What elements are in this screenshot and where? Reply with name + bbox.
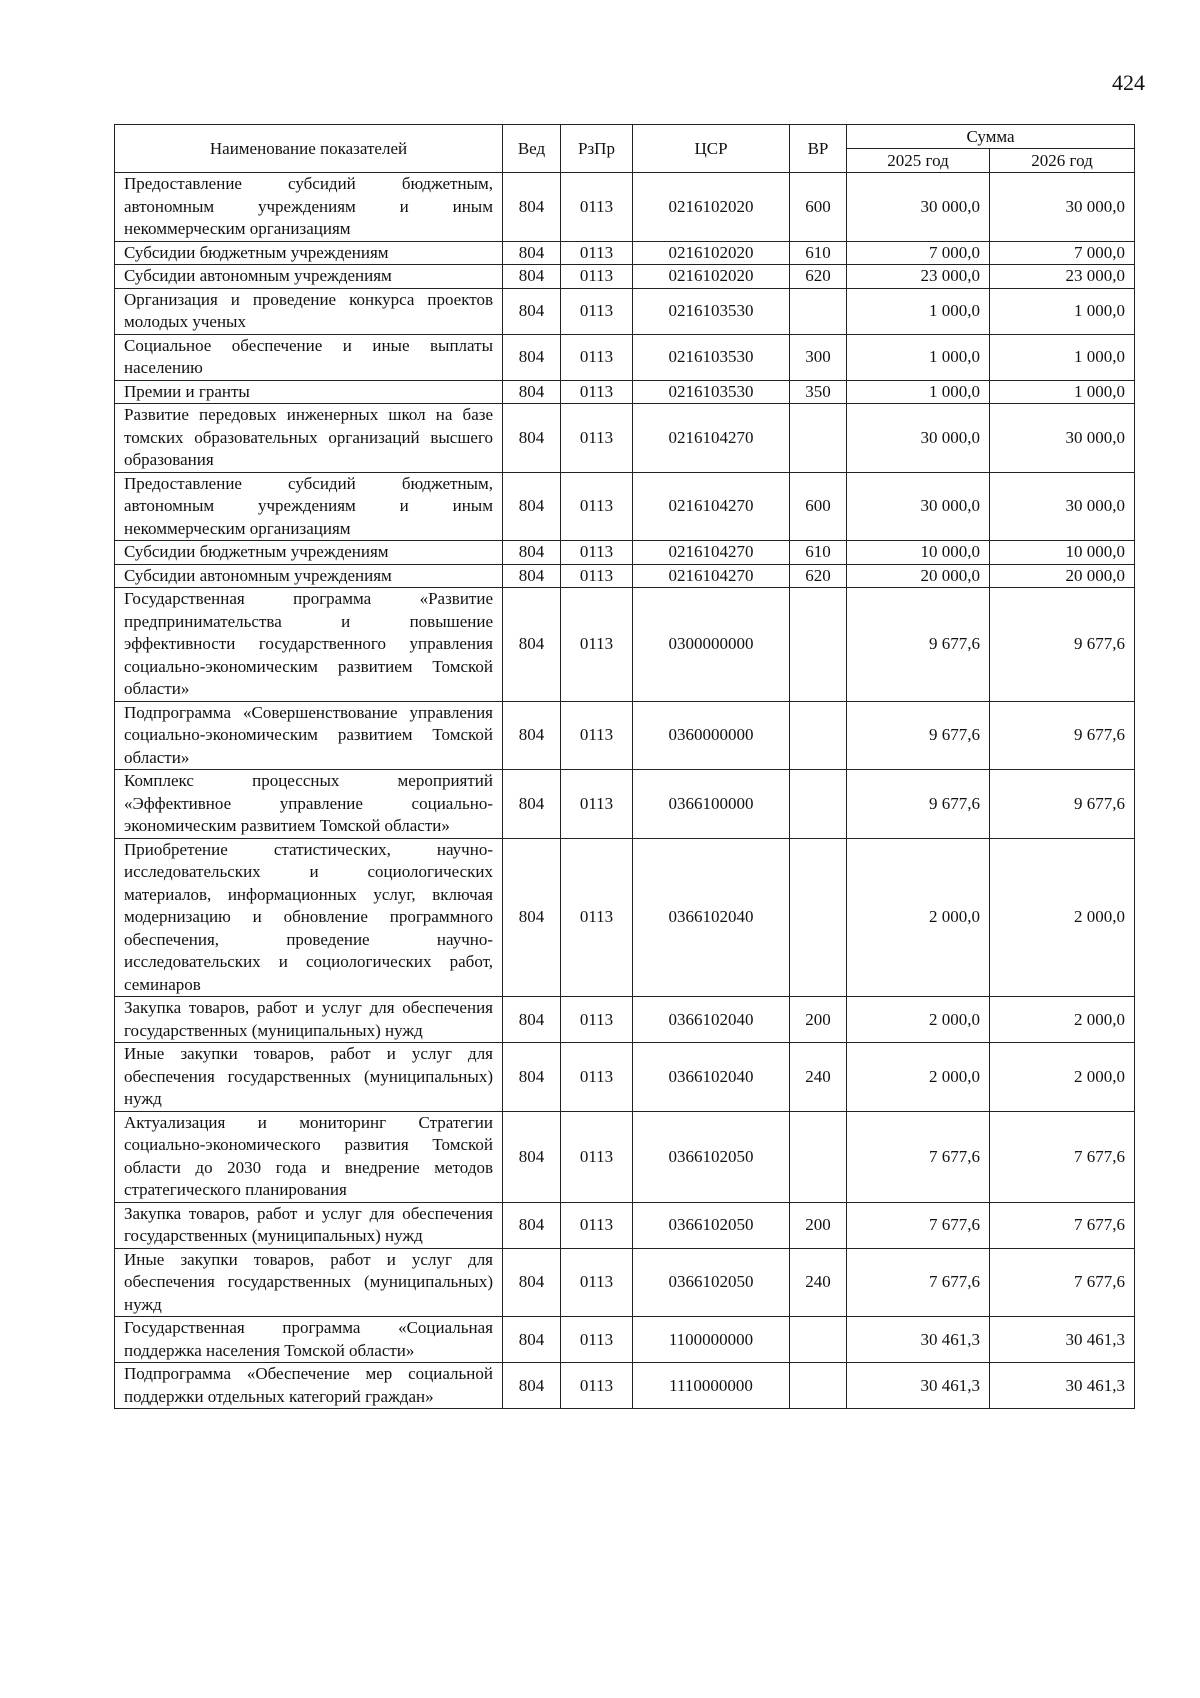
cell-sum-2025: 7 677,6 [847, 1202, 990, 1248]
cell-ved: 804 [503, 701, 561, 770]
cell-ved: 804 [503, 334, 561, 380]
table-row [115, 838, 1135, 997]
cell-rzpr: 0113 [561, 1111, 633, 1202]
cell-vr: 200 [790, 1202, 847, 1248]
cell-name: Социальное обеспечение и иные выплаты населению [115, 334, 503, 380]
cell-sum-2026: 9 677,6 [990, 588, 1135, 702]
cell-rzpr: 0113 [561, 838, 633, 997]
cell-name: Предоставление субсидий бюджетным, автономным учреждениям и иным некоммерческим организациям [115, 472, 503, 541]
header-year-2026: 2026 год [990, 149, 1135, 173]
cell-ved: 804 [503, 173, 561, 242]
cell-vr: 240 [790, 1248, 847, 1317]
cell-vr [790, 1317, 847, 1363]
table-row [115, 541, 1135, 565]
table-row [115, 588, 1135, 702]
cell-rzpr: 0113 [561, 241, 633, 265]
budget-table [114, 124, 1135, 1409]
cell-ved: 804 [503, 1317, 561, 1363]
cell-name: Субсидии автономным учреждениям [115, 564, 503, 588]
cell-name: Закупка товаров, работ и услуг для обеспечения государственных (муниципальных) нужд [115, 1202, 503, 1248]
header-csr: ЦСР [633, 125, 790, 173]
cell-sum-2025: 9 677,6 [847, 588, 990, 702]
cell-name: Предоставление субсидий бюджетным, автономным учреждениям и иным некоммерческим организациям [115, 173, 503, 242]
cell-rzpr: 0113 [561, 1202, 633, 1248]
cell-csr: 0366102050 [633, 1111, 790, 1202]
cell-name: Актуализация и мониторинг Стратегии социально-экономического развития Томской области до 2030 года и внедрение методов стратегического планирования [115, 1111, 503, 1202]
cell-sum-2025: 7 677,6 [847, 1248, 990, 1317]
cell-sum-2026: 30 461,3 [990, 1317, 1135, 1363]
cell-sum-2026: 9 677,6 [990, 701, 1135, 770]
cell-csr: 0366102040 [633, 997, 790, 1043]
cell-ved: 804 [503, 541, 561, 565]
cell-vr: 200 [790, 997, 847, 1043]
cell-sum-2026: 2 000,0 [990, 838, 1135, 997]
cell-sum-2026: 1 000,0 [990, 288, 1135, 334]
cell-sum-2025: 20 000,0 [847, 564, 990, 588]
table-row [115, 1202, 1135, 1248]
table-row [115, 334, 1135, 380]
header-name: Наименование показателей [115, 125, 503, 173]
table-row [115, 380, 1135, 404]
cell-sum-2025: 30 461,3 [847, 1363, 990, 1409]
cell-rzpr: 0113 [561, 1317, 633, 1363]
table-row [115, 1043, 1135, 1112]
cell-vr: 620 [790, 564, 847, 588]
cell-name: Подпрограмма «Совершенствование управления социально-экономическим развитием Томской области» [115, 701, 503, 770]
cell-name: Иные закупки товаров, работ и услуг для обеспечения государственных (муниципальных) нужд [115, 1248, 503, 1317]
cell-sum-2025: 1 000,0 [847, 380, 990, 404]
cell-csr: 0366102050 [633, 1202, 790, 1248]
cell-sum-2025: 30 461,3 [847, 1317, 990, 1363]
cell-sum-2025: 1 000,0 [847, 288, 990, 334]
cell-rzpr: 0113 [561, 701, 633, 770]
cell-vr: 600 [790, 173, 847, 242]
cell-sum-2025: 7 677,6 [847, 1111, 990, 1202]
cell-csr: 0216103530 [633, 334, 790, 380]
cell-rzpr: 0113 [561, 404, 633, 473]
cell-vr [790, 1363, 847, 1409]
header-year-2025: 2025 год [847, 149, 990, 173]
cell-sum-2026: 9 677,6 [990, 770, 1135, 839]
cell-sum-2025: 30 000,0 [847, 173, 990, 242]
cell-sum-2025: 9 677,6 [847, 701, 990, 770]
cell-vr [790, 701, 847, 770]
table-body [115, 173, 1135, 1409]
cell-csr: 0216102020 [633, 241, 790, 265]
cell-vr: 610 [790, 241, 847, 265]
cell-rzpr: 0113 [561, 588, 633, 702]
cell-sum-2026: 7 000,0 [990, 241, 1135, 265]
cell-sum-2025: 30 000,0 [847, 472, 990, 541]
cell-name: Закупка товаров, работ и услуг для обеспечения государственных (муниципальных) нужд [115, 997, 503, 1043]
table-row [115, 288, 1135, 334]
cell-rzpr: 0113 [561, 288, 633, 334]
table-row [115, 472, 1135, 541]
cell-vr [790, 588, 847, 702]
cell-ved: 804 [503, 288, 561, 334]
header-ved: Вед [503, 125, 561, 173]
cell-ved: 804 [503, 1043, 561, 1112]
cell-name: Развитие передовых инженерных школ на базе томских образовательных организаций высшего образования [115, 404, 503, 473]
cell-sum-2025: 2 000,0 [847, 997, 990, 1043]
table-row [115, 241, 1135, 265]
cell-vr [790, 288, 847, 334]
cell-csr: 1110000000 [633, 1363, 790, 1409]
cell-ved: 804 [503, 380, 561, 404]
cell-ved: 804 [503, 1363, 561, 1409]
table-row [115, 770, 1135, 839]
cell-ved: 804 [503, 472, 561, 541]
table-row [115, 1363, 1135, 1409]
cell-csr: 1100000000 [633, 1317, 790, 1363]
cell-csr: 0216104270 [633, 564, 790, 588]
cell-sum-2025: 7 000,0 [847, 241, 990, 265]
cell-csr: 0216102020 [633, 173, 790, 242]
cell-vr: 350 [790, 380, 847, 404]
cell-ved: 804 [503, 1111, 561, 1202]
cell-name: Приобретение статистических, научно-исследовательских и социологических материалов, информационных услуг, включая модернизацию и обновление программного обеспечения, проведение научно-исследовательских и социологических работ, семинаров [115, 838, 503, 997]
cell-csr: 0216104270 [633, 404, 790, 473]
cell-csr: 0216103530 [633, 288, 790, 334]
cell-rzpr: 0113 [561, 472, 633, 541]
cell-sum-2026: 1 000,0 [990, 334, 1135, 380]
cell-csr: 0360000000 [633, 701, 790, 770]
cell-csr: 0366102050 [633, 1248, 790, 1317]
header-vr: ВР [790, 125, 847, 173]
cell-name: Организация и проведение конкурса проектов молодых ученых [115, 288, 503, 334]
cell-csr: 0366102040 [633, 838, 790, 997]
cell-sum-2026: 23 000,0 [990, 265, 1135, 289]
cell-sum-2026: 2 000,0 [990, 1043, 1135, 1112]
table-row [115, 1317, 1135, 1363]
cell-rzpr: 0113 [561, 334, 633, 380]
cell-csr: 0216104270 [633, 472, 790, 541]
cell-csr: 0216103530 [633, 380, 790, 404]
cell-vr: 620 [790, 265, 847, 289]
cell-ved: 804 [503, 997, 561, 1043]
cell-vr [790, 404, 847, 473]
cell-rzpr: 0113 [561, 564, 633, 588]
cell-sum-2026: 10 000,0 [990, 541, 1135, 565]
cell-sum-2026: 20 000,0 [990, 564, 1135, 588]
cell-sum-2026: 7 677,6 [990, 1202, 1135, 1248]
cell-csr: 0300000000 [633, 588, 790, 702]
table-row [115, 997, 1135, 1043]
cell-ved: 804 [503, 1248, 561, 1317]
table-row [115, 265, 1135, 289]
cell-sum-2025: 10 000,0 [847, 541, 990, 565]
cell-ved: 804 [503, 241, 561, 265]
cell-sum-2025: 23 000,0 [847, 265, 990, 289]
cell-name: Государственная программа «Развитие предпринимательства и повышение эффективности государственного управления социально-экономическим развитием Томской области» [115, 588, 503, 702]
cell-ved: 804 [503, 404, 561, 473]
cell-sum-2026: 2 000,0 [990, 997, 1135, 1043]
cell-sum-2026: 30 461,3 [990, 1363, 1135, 1409]
cell-sum-2025: 30 000,0 [847, 404, 990, 473]
page-number: 424 [1112, 70, 1145, 95]
cell-sum-2025: 1 000,0 [847, 334, 990, 380]
cell-vr [790, 770, 847, 839]
cell-rzpr: 0113 [561, 380, 633, 404]
cell-rzpr: 0113 [561, 265, 633, 289]
cell-ved: 804 [503, 564, 561, 588]
cell-rzpr: 0113 [561, 997, 633, 1043]
cell-vr [790, 838, 847, 997]
cell-csr: 0366100000 [633, 770, 790, 839]
cell-sum-2026: 1 000,0 [990, 380, 1135, 404]
cell-ved: 804 [503, 588, 561, 702]
header-sum: Сумма [847, 125, 1135, 149]
cell-name: Субсидии бюджетным учреждениям [115, 241, 503, 265]
cell-rzpr: 0113 [561, 770, 633, 839]
table-row [115, 1248, 1135, 1317]
table-row [115, 701, 1135, 770]
cell-ved: 804 [503, 838, 561, 997]
table-row [115, 404, 1135, 473]
cell-vr: 600 [790, 472, 847, 541]
cell-vr: 240 [790, 1043, 847, 1112]
cell-sum-2025: 9 677,6 [847, 770, 990, 839]
table-row [115, 173, 1135, 242]
cell-sum-2025: 2 000,0 [847, 838, 990, 997]
cell-vr: 300 [790, 334, 847, 380]
cell-rzpr: 0113 [561, 1043, 633, 1112]
cell-name: Субсидии бюджетным учреждениям [115, 541, 503, 565]
table-row [115, 1111, 1135, 1202]
cell-sum-2026: 30 000,0 [990, 173, 1135, 242]
cell-sum-2026: 7 677,6 [990, 1248, 1135, 1317]
cell-sum-2026: 30 000,0 [990, 404, 1135, 473]
cell-rzpr: 0113 [561, 173, 633, 242]
cell-sum-2026: 30 000,0 [990, 472, 1135, 541]
cell-sum-2026: 7 677,6 [990, 1111, 1135, 1202]
cell-name: Подпрограмма «Обеспечение мер социальной поддержки отдельных категорий граждан» [115, 1363, 503, 1409]
cell-csr: 0216102020 [633, 265, 790, 289]
table-header [115, 125, 1135, 173]
cell-ved: 804 [503, 1202, 561, 1248]
cell-vr [790, 1111, 847, 1202]
cell-ved: 804 [503, 770, 561, 839]
header-rzpr: РзПр [561, 125, 633, 173]
cell-name: Премии и гранты [115, 380, 503, 404]
cell-vr: 610 [790, 541, 847, 565]
table-row [115, 564, 1135, 588]
cell-rzpr: 0113 [561, 1248, 633, 1317]
cell-name: Комплекс процессных мероприятий «Эффективное управление социально-экономическим развитием Томской области» [115, 770, 503, 839]
cell-csr: 0216104270 [633, 541, 790, 565]
cell-name: Государственная программа «Социальная поддержка населения Томской области» [115, 1317, 503, 1363]
cell-csr: 0366102040 [633, 1043, 790, 1112]
cell-name: Иные закупки товаров, работ и услуг для обеспечения государственных (муниципальных) нужд [115, 1043, 503, 1112]
cell-sum-2025: 2 000,0 [847, 1043, 990, 1112]
cell-ved: 804 [503, 265, 561, 289]
cell-rzpr: 0113 [561, 541, 633, 565]
cell-name: Субсидии автономным учреждениям [115, 265, 503, 289]
cell-rzpr: 0113 [561, 1363, 633, 1409]
